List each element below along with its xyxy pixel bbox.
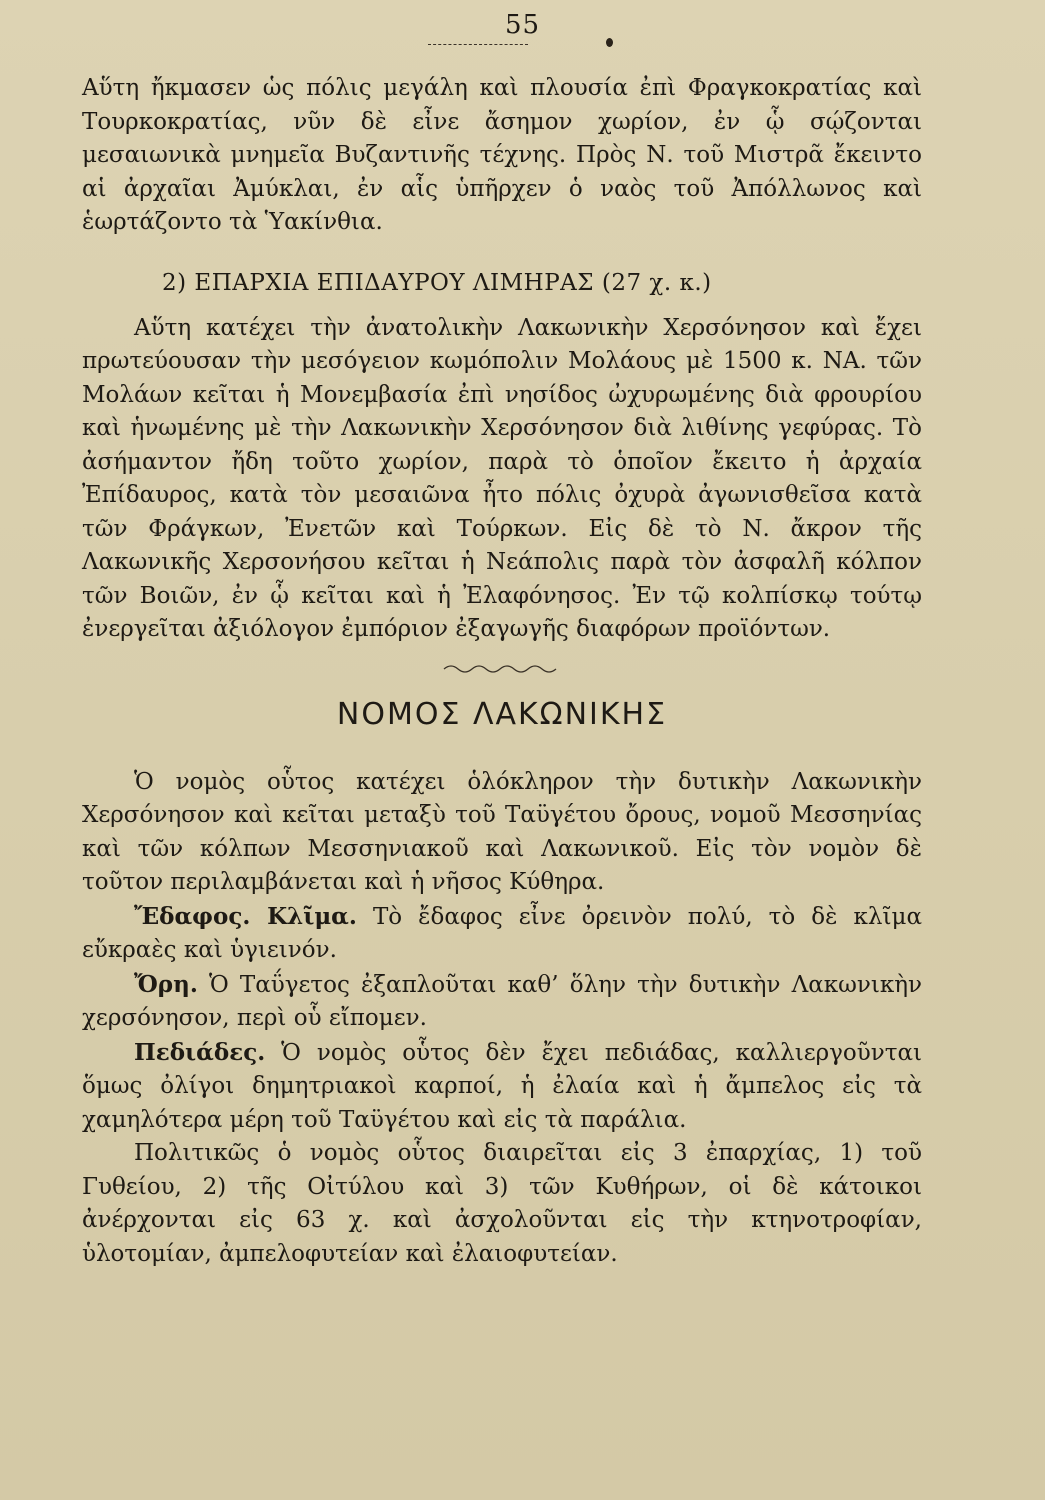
- edafos-paragraph: [82, 900, 922, 968]
- edafos-text: Τὸ ἔδαφος εἶνε ὀρεινὸν πολύ, τὸ δὲ κλῖμα εὔκραὲς καὶ ὑγιεινόν.: [82, 903, 922, 963]
- ink-dot: [606, 38, 613, 47]
- eparchia-epidavrou-paragraph: Αὕτη κατέχει τὴν ἀνατολικὴν Λακωνικὴν Χερσόνησον καὶ ἔχει πρωτεύουσαν τὴν μεσόγειον κωμόπολιν Μολάους μὲ 1500 κ. ΝΑ. τῶν Μολάων κεῖται ἡ Μονεμβασία ἐπὶ νησίδος ὠχυρωμένης διὰ φρουρίου καὶ ἡνωμένης μὲ τὴν Λακωνικὴν Χερσόνησον διὰ λιθίνης γεφύρας. Τὸ ἀσήμαντον ἤδη τοῦτο χωρίον, παρὰ τὸ ὁποῖον ἔκειτο ἡ ἀρχαία Ἐπίδαυρος, κατὰ τὸν μεσαιῶνα ἦτο πόλις ὀχυρὰ ἀγωνισθεῖσα κατὰ τῶν Φράγκων, Ἐνετῶν καὶ Τούρκων. Εἰς δὲ τὸ Ν. ἄκρον τῆς Λακωνικῆς Χερσονήσου κεῖται ἡ Νεάπολις παρὰ τὸν ἀσφαλῆ κόλπον τῶν Βοιῶν, ἐν ᾧ κεῖται καὶ ἡ Ἐλαφόνησος. Ἐν τῷ κολπίσκῳ τούτῳ ἐνεργεῖται ἀξιόλογον ἐμπόριον ἐξαγωγῆς διαφόρων προϊόντων.: [82, 314, 922, 642]
- nomos-intro-paragraph: Ὁ νομὸς οὗτος κατέχει ὁλόκληρον τὴν δυτικὴν Λακωνικὴν Χερσόνησον καὶ κεῖται μεταξὺ τοῦ Ταϋγέτου ὄρους, νομοῦ Μεσσηνίας καὶ τῶν κόλπων Μεσσηνιακοῦ καὶ Λακωνικοῦ. Εἰς τὸν νομὸν δὲ τοῦτον περιλαμβάνεται καὶ ἡ νῆσος Κύθηρα.: [82, 768, 922, 895]
- page-content: [82, 72, 922, 1271]
- pediades-lead: Πεδιάδες.: [134, 1038, 266, 1066]
- nomos-lakonikis-title: ΝΟΜΟΣ ΛΑΚΩΝΙΚΗΣ: [336, 696, 668, 732]
- politika-paragraph: Πολιτικῶς ὁ νομὸς οὗτος διαιρεῖται εἰς 3 ἐπαρχίας, 1) τοῦ Γυθείου, 2) τῆς Οἰτύλου καὶ 3) τῶν Κυθήρων, οἱ δὲ κάτοικοι ἀνέρχονται εἰς 63 χ. καὶ ἀσχολοῦνται εἰς τὴν κτηνοτροφίαν, ὑλοτομίαν, ἀμπελοφυτείαν καὶ ἐλαιοφυτείαν.: [82, 1140, 922, 1267]
- pediades-text: Ὁ νομὸς οὗτος δὲν ἔχει πεδιάδας, καλλιεργοῦνται ὅμως ὀλίγοι δημητριακοὶ καρποί, ἡ ἐλαία καὶ ἡ ἄμπελος εἰς τὰ χαμηλότερα μέρη τοῦ Ταϋγέτου καὶ εἰς τὰ παράλια.: [82, 1039, 923, 1133]
- ori-text: Ὁ Ταΰγετος ἐξαπλοῦται καθ’ ὅλην τὴν δυτικὴν Λακωνικὴν χερσόνησον, περὶ οὗ εἴπομεν.: [82, 971, 922, 1031]
- eparchia-epidavrou-heading: 2) ΕΠΑΡΧΙΑ ΕΠΙΔΑΥΡΟΥ ΛΙΜΗΡΑΣ (27 χ. κ.): [162, 269, 712, 296]
- wavy-ornament-divider: [442, 661, 562, 677]
- pediades-paragraph: [82, 1036, 922, 1138]
- ori-lead: Ὄρη.: [134, 970, 198, 998]
- mistras-paragraph: Αὕτη ἤκμασεν ὡς πόλις μεγάλη καὶ πλουσία ἐπὶ Φραγκοκρατίας καὶ Τουρκοκρατίας, νῦν δὲ εἶνε ἄσημον χωρίον, ἐν ᾧ σῴζονται μεσαιωνικὰ μνημεῖα Βυζαντινῆς τέχνης. Πρὸς Ν. τοῦ Μιστρᾶ ἔκειντο αἱ ἀρχαῖαι Ἀμύκλαι, ἐν αἷς ὑπῆρχεν ὁ ναὸς τοῦ Ἀπόλλωνος καὶ ἑωρτάζοντο τὰ Ὑακίνθια.: [82, 75, 922, 235]
- edafos-lead: Ἔδαφος. Κλῖμα.: [134, 902, 357, 930]
- ori-paragraph: [82, 968, 922, 1036]
- page-number: 55: [504, 10, 541, 40]
- page-number-rule: [428, 44, 528, 45]
